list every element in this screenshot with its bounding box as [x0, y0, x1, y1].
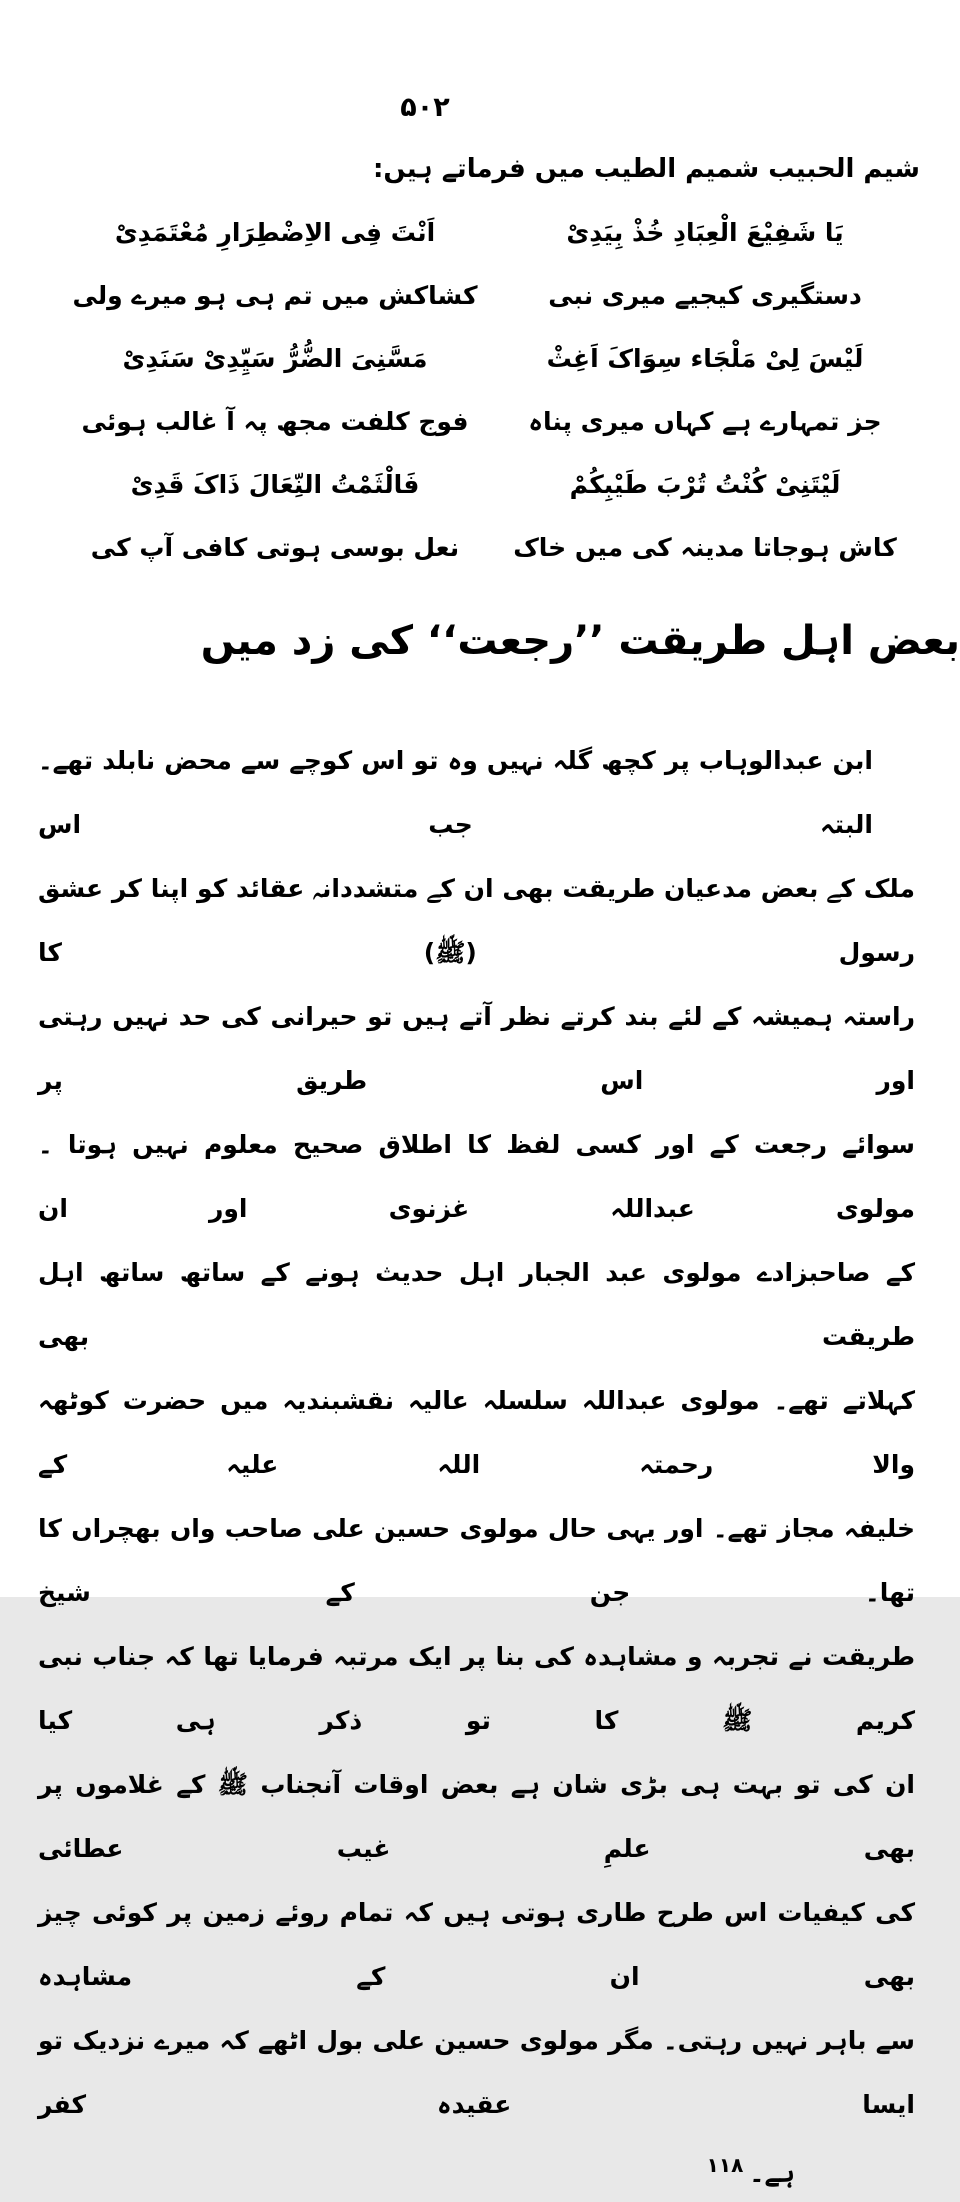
verse-hemistich-left: نعل بوسی ہوتی کافی آپ کی	[90, 533, 460, 562]
body-text-line: سوائے رجعت کے اور کسی لفظ کا اطلاق صحیح معلوم نہیں ہوتا ۔ مولوی عبداللہ غزنوی اور ان	[38, 1130, 915, 1223]
closing-line	[0, 2137, 960, 2202]
verse-hemistich-left: فَالْثَمْتُ النِّعَالَ ذَاکَ قَدِیْ	[130, 470, 420, 499]
body-text-line: ان کی تو بہت ہی بڑی شان ہے بعض اوقات آنجناب ﷺ کے غلاموں پر بھی علمِ غیب عطائی	[38, 1770, 915, 1863]
body-text-line: خلیفہ مجاز تھے۔ اور یہی حال مولوی حسین علی صاحب واں بھچراں کا تھا۔ جن کے شیخ	[38, 1514, 915, 1607]
verse-hemistich-right: دستگیری کیجیے میری نبی	[548, 281, 862, 310]
intro-line: شیم الحبیب شمیم الطیب میں فرماتے ہیں:	[373, 154, 920, 184]
verse-hemistich-left: فوج کلفت مجھ پہ آ غالب ہوئی	[81, 407, 469, 436]
body-text-line: راستہ ہمیشہ کے لئے بند کرتے نظر آتے ہیں تو حیرانی کی حد نہیں رہتی اور اس طریق پر	[38, 1002, 915, 1095]
verse-row	[60, 390, 920, 453]
body-text-line: سے باہر نہیں رہتی۔ مگر مولوی حسین علی بول اٹھے کہ میرے نزدیک تو ایسا عقیدہ کفر	[38, 2026, 915, 2119]
closing-word: ہے۔	[749, 2158, 795, 2189]
poem-section	[0, 201, 960, 579]
body-paragraph	[0, 729, 960, 2137]
body-text-line: کہلاتے تھے۔ مولوی عبداللہ سلسلہ عالیہ نقشبندیہ میں حضرت کوٹھہ والا رحمتہ اللہ علیہ کے	[38, 1386, 915, 1479]
verse-hemistich-right: لَیْسَ لِیْ مَلْجَاء سِوَاکَ اَغِثْ	[546, 344, 864, 373]
page-number: ۵۰۲	[400, 92, 450, 123]
body-text-line: ملک کے بعض مدعیان طریقت بھی ان کے متشددانہ عقائد کو اپنا کر عشق رسول (ﷺ) کا	[38, 874, 915, 967]
verse-row	[60, 201, 920, 264]
body-text-line: طریقت نے تجربہ و مشاہدہ کی بنا پر ایک مرتبہ فرمایا تھا کہ جناب نبی کریم ﷺ کا تو ذکر ہی کیا	[38, 1642, 915, 1735]
body-text-line: کی کیفیات اس طرح طاری ہوتی ہیں کہ تمام روئے زمین پر کوئی چیز بھی ان کے مشاہدہ	[38, 1898, 915, 1991]
section-heading: بعض اہل طریقت ’’رجعت‘‘ کی زد میں	[200, 618, 960, 664]
verse-hemistich-right: جز تمہارے ہے کہاں میری پناہ	[528, 407, 882, 436]
verse-hemistich-left: اَنْتَ فِی الاِضْطِرَارِ مُعْتَمَدِیْ	[114, 218, 436, 247]
body-text-line: ابن عبدالوہاب پر کچھ گلہ نہیں وہ تو اس کوچے سے محض نابلد تھے۔ البتہ جب اس	[38, 746, 873, 839]
verse-hemistich-right: کاش ہوجاتا مدینہ کی میں خاک	[513, 533, 897, 562]
verse-row	[60, 516, 920, 579]
verse-row	[60, 327, 920, 390]
verse-hemistich-left: کشاکش میں تم ہی ہو میرے ولی	[72, 281, 478, 310]
verse-hemistich-right: یَا شَفِیْعَ الْعِبَادِ خُذْ بِیَدِیْ	[566, 218, 844, 247]
verse-row	[60, 453, 920, 516]
footnote-marker: ۱۱۸	[706, 2153, 744, 2177]
verse-hemistich-left: مَسَّنِیَ الضُّرُّ سَیِّدِیْ سَنَدِیْ	[122, 344, 428, 373]
verse-hemistich-right: لَیْتَنِیْ کُنْتُ تُرْبَ طَیْبِکُمْ	[569, 470, 841, 499]
verse-row	[60, 264, 920, 327]
body-text-line: کے صاحبزادے مولوی عبد الجبار اہل حدیث ہونے کے ساتھ ساتھ اہل طریقت بھی	[38, 1258, 915, 1351]
